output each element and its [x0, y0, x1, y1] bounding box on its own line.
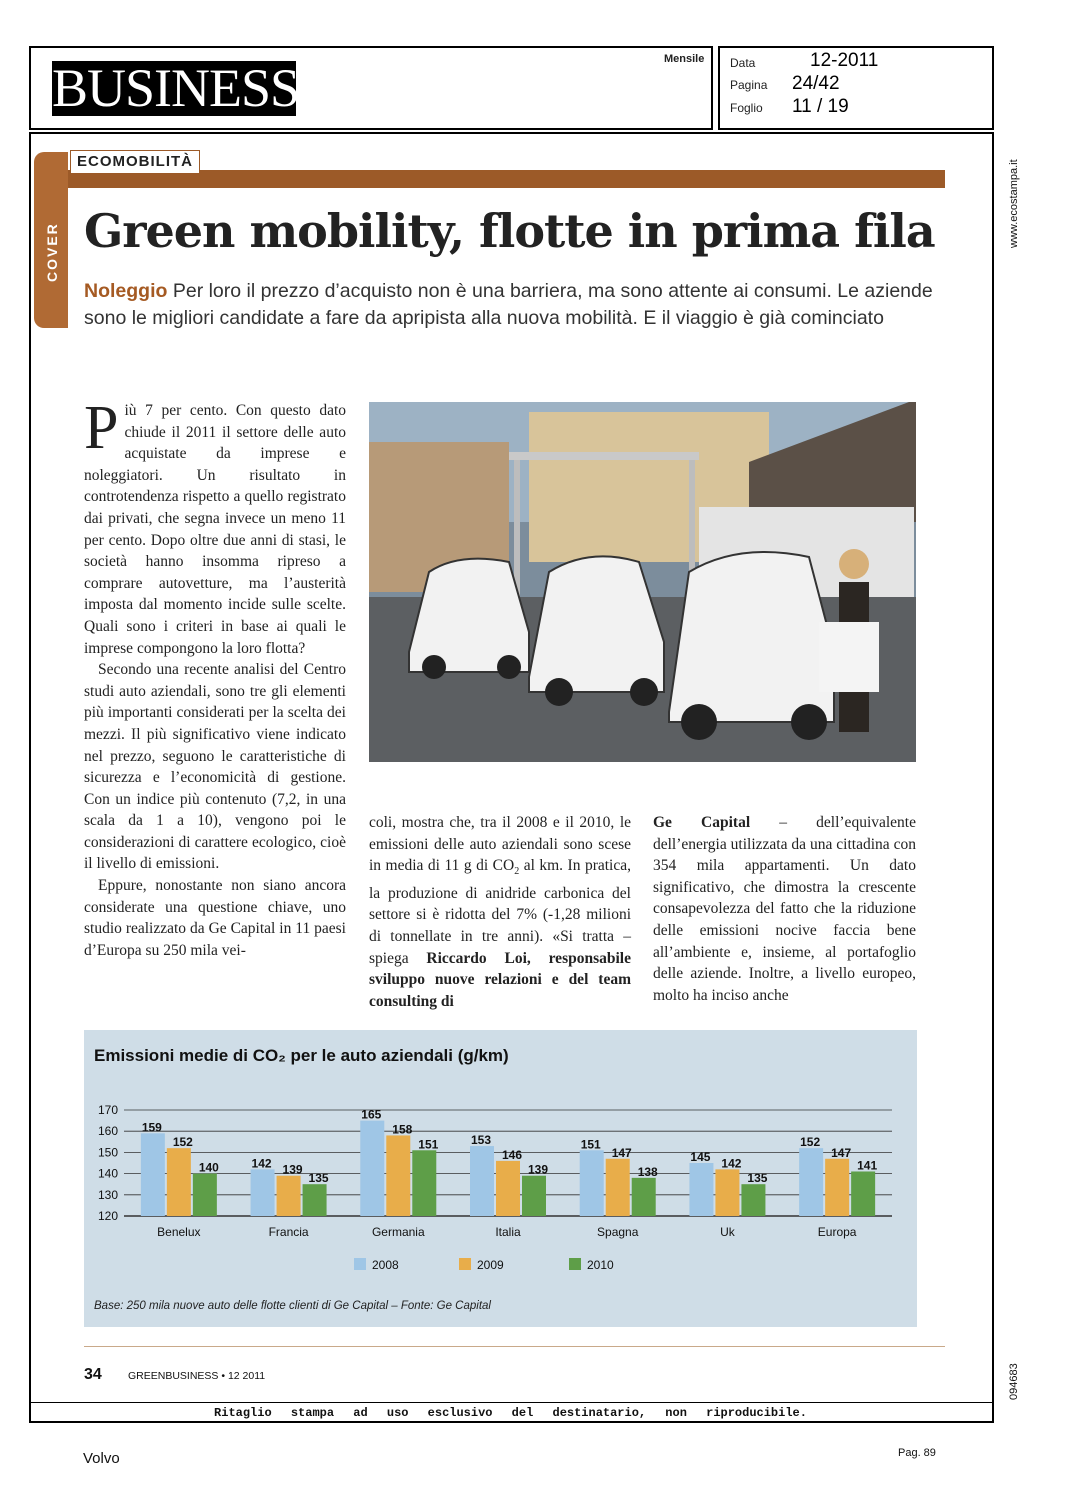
- pagina-label: Pagina: [730, 78, 768, 92]
- y-tick-label: 160: [97, 1124, 118, 1139]
- chart-title: Emissioni medie di CO₂ per le auto aziendali (g/km): [94, 1046, 509, 1065]
- data-label: 158: [392, 1122, 413, 1137]
- clip-code-vertical: 094683: [1008, 1363, 1020, 1400]
- data-label: 152: [172, 1135, 193, 1150]
- bar: [277, 1176, 301, 1216]
- x-category-label: Europa: [817, 1225, 857, 1239]
- article-lead: [84, 278, 944, 332]
- bar: [303, 1184, 327, 1216]
- drop-cap: P: [84, 394, 119, 462]
- x-category-label: Germania: [371, 1225, 425, 1239]
- bar: [386, 1135, 410, 1216]
- bar: [851, 1171, 875, 1216]
- data-label: 138: [637, 1164, 658, 1179]
- pagina-value: 24/42: [792, 73, 840, 94]
- data-label: 146: [501, 1147, 523, 1162]
- bar: [825, 1159, 849, 1216]
- bar: [741, 1184, 765, 1216]
- y-tick-label: 140: [97, 1166, 118, 1181]
- lead-text: Per loro il prezzo d’acquisto non è una barriera, ma sono attente ai consumi. Le aziende sono le migliori candidate a fare da apripista alla nuova mobilità. E il viaggio è già cominciato: [84, 280, 933, 329]
- footer-rule: [84, 1346, 945, 1347]
- cover-tab: COVER: [34, 152, 68, 328]
- legend-label: 2008: [372, 1258, 399, 1272]
- foglio-value: 11 / 19: [792, 96, 849, 117]
- foglio-label: Foglio: [730, 101, 763, 115]
- bar: [412, 1150, 436, 1216]
- data-label: 142: [721, 1156, 742, 1171]
- chart-source-note: Base: 250 mila nuove auto delle flotte clienti di Ge Capital – Fonte: Ge Capital: [94, 1300, 491, 1312]
- article-column-3: [653, 812, 916, 1006]
- x-category-label: Benelux: [157, 1225, 201, 1239]
- reproduction-disclaimer: Ritaglio stampa ad uso esclusivo del destinatario, non riproducibile.: [214, 1406, 807, 1420]
- page-reference: Pag. 89: [898, 1447, 936, 1459]
- data-label: Data: [730, 56, 756, 70]
- y-tick-label: 150: [97, 1145, 118, 1160]
- page-number: 34: [84, 1366, 102, 1383]
- periodicity: Mensile: [664, 53, 705, 65]
- publication-logo: BUSINESS: [52, 58, 300, 118]
- bar: [141, 1133, 165, 1216]
- website-vertical: www.ecostampa.it: [1008, 159, 1020, 248]
- paragraph: Ge Capital – dell’equivalente dell’energia utilizzata da una cittadina con 354 mila appartamenti. Un dato significativo, che dimostra la crescente consapevolezza del fatto che la riduzione delle emissioni nocive faccia bene all’ambiente e, insieme, al portafoglio delle aziende. Inoltre, a livello europeo, molto ha inciso anche: [653, 814, 916, 1004]
- electric-cars-photo: [369, 402, 916, 762]
- bar: [496, 1161, 520, 1216]
- data-label: 152: [800, 1135, 821, 1150]
- y-tick-label: 130: [97, 1187, 118, 1202]
- data-label: 135: [308, 1171, 329, 1186]
- data-label: 147: [611, 1145, 632, 1160]
- x-category-label: Spagna: [597, 1225, 639, 1239]
- data-label: 151: [418, 1137, 439, 1152]
- y-tick-label: 170: [97, 1103, 118, 1117]
- bar: [522, 1176, 546, 1216]
- magazine-issue: GREENBUSINESS • 12 2011: [128, 1370, 266, 1382]
- y-tick-label: 120: [97, 1209, 118, 1223]
- article-title: Green mobility, flotte in prima fila: [84, 204, 935, 258]
- emissions-bar-chart: [84, 1095, 917, 1290]
- bar: [799, 1148, 823, 1216]
- legend-label: 2009: [477, 1258, 504, 1272]
- bar: [689, 1163, 713, 1216]
- paragraph: Secondo una recente analisi del Centro studi auto aziendali, sono tre gli elementi più importanti considerati per la scelta dei mezzi. Il più significativo viene indicato nel prezzo, seguono le caratteristiche di sicurezza e l’economicità di gestione. Con un indice più contenuto (7,2, in una scala da 1 a 10), vengono poi le considerazioni di carattere ecologico, cioè il livello di emissioni.: [84, 661, 346, 873]
- quoted-person: Riccardo Loi, responsabile sviluppo nuove relazioni e del team consulting di: [369, 949, 631, 1010]
- paragraph: Eppure, nonostante non siano ancora considerate una questione chiave, uno studio realizzato da Ge Capital in 11 paesi d’Europa su 250 mila vei-: [84, 877, 346, 959]
- paragraph: coli, mostra che, tra il 2008 e il 2010, le emissioni delle auto aziendali sono scese in media di 11 g di $CO_2$ al km. In pratica, la produzione di anidride carbonica del settore si è ridotta del 7% (-1,28 milioni di tonnellate in tre anni). «Si tratta – spiega Riccardo Loi, responsabile sviluppo nuove relazioni e del team consulting di: [369, 814, 631, 1010]
- bar: [251, 1169, 275, 1216]
- company-name: Ge Capital: [653, 814, 751, 831]
- data-label: 135: [747, 1171, 768, 1186]
- data-label: 151: [580, 1137, 601, 1152]
- data-label: 159: [141, 1120, 162, 1135]
- data-label: 145: [690, 1150, 711, 1164]
- bar: [580, 1150, 604, 1216]
- article-column-2: [369, 812, 631, 1012]
- data-label: 139: [282, 1162, 303, 1177]
- bar: [606, 1159, 630, 1216]
- data-label: 165: [361, 1107, 382, 1122]
- data-label: 140: [198, 1160, 219, 1175]
- data-label: 147: [831, 1145, 852, 1160]
- data-value: 12-2011: [810, 50, 879, 71]
- x-category-label: Francia: [268, 1225, 309, 1239]
- article-column-1: [84, 394, 346, 961]
- data-label: 142: [251, 1156, 272, 1171]
- advertiser-name: Volvo: [83, 1450, 120, 1467]
- bar: [360, 1121, 384, 1216]
- data-label: 153: [470, 1133, 492, 1148]
- x-category-label: Italia: [495, 1225, 521, 1239]
- x-category-label: Uk: [720, 1225, 735, 1239]
- bar: [167, 1148, 191, 1216]
- bar: [193, 1174, 217, 1216]
- legend-swatch: [354, 1258, 366, 1270]
- bar: [632, 1178, 656, 1216]
- data-label: 139: [527, 1162, 549, 1177]
- lead-keyword: Noleggio: [84, 280, 168, 302]
- disclaimer-divider: [29, 1402, 994, 1403]
- data-label: 141: [857, 1158, 878, 1173]
- article-photo: [369, 402, 916, 762]
- legend-swatch: [459, 1258, 471, 1270]
- bar: [470, 1146, 494, 1216]
- paragraph: Più 7 per cento. Con questo dato chiude il 2011 il settore delle auto acquistate da imprese e noleggiatori. Un risultato in controtendenza rispetto a quello registrato dai privati, che segna invece un meno 11 per cento. Dopo oltre due anni di stasi, le società hanno insomma ripreso a comprare autovetture, ma l’austerità imposta dal momento incide sulle scelte. Quali sono i criteri in base ai quali le imprese compongono la loro flotta?: [84, 394, 346, 657]
- legend-label: 2010: [587, 1258, 614, 1272]
- section-label: ECOMOBILITÀ: [70, 150, 200, 173]
- bar: [715, 1169, 739, 1216]
- legend-swatch: [569, 1258, 581, 1270]
